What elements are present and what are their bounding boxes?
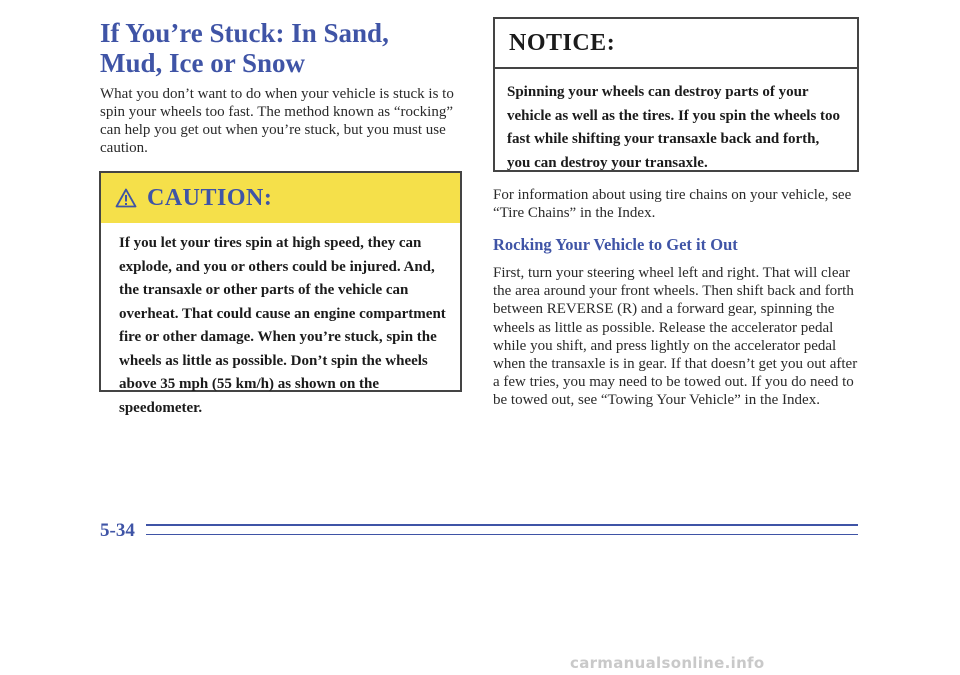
caution-box — [99, 171, 462, 416]
notice-box — [493, 17, 859, 172]
caution-text: If you let your tires spin at high speed, they can explode, and you or others could be injured. And, the transaxle or other parts of the vehicle can overheat. That could cause an engine compartment fire or other damage. When you’re stuck, spin the wheels as little as possible. Don’t spin the wheels above 35 mph (55 km/h) as shown on the speedometer. — [119, 235, 446, 416]
section-heading: If You’re Stuck: In Sand, Mud, Ice or Snow — [100, 18, 389, 78]
notice-header — [495, 19, 857, 69]
caution-header — [101, 173, 460, 223]
notice-text: Spinning your wheels can destroy parts of your vehicle as well as the tires. If you spin the wheels too fast while shifting your transaxle back and forth, you can destroy your transaxle. — [507, 84, 841, 171]
tire-chains-paragraph: For information about using tire chains on your vehicle, see “Tire Chains” in the Index. — [493, 187, 852, 221]
warning-triangle-icon — [115, 188, 137, 208]
notice-label: NOTICE: — [509, 29, 616, 56]
footer-rule — [146, 524, 858, 535]
watermark-text: carmanualsonline.info — [570, 654, 765, 672]
rocking-heading: Rocking Your Vehicle to Get it Out — [493, 235, 738, 254]
caution-label: CAUTION: — [147, 184, 273, 211]
rocking-paragraph: First, turn your steering wheel left and right. That will clear the area around your front wheels. Then shift back and forth between REVERSE (R) and a forward gear, spinning the wheels as little as possible. Release the accelerator pedal while you shift, and press lightly on the accelerator pedal when the transaxle is in gear. If that doesn’t get you out after a few tries, you may need to be towed out. If you do need to be towed out, see “Towing Your Vehicle” in the Index. — [493, 265, 858, 409]
page-number: 5-34 — [100, 520, 135, 541]
intro-paragraph: What you don’t want to do when your vehicle is stuck is to spin your wheels too fast. The method known as “rocking” can help you get out when you’re stuck, but you must use caution. — [100, 86, 454, 156]
